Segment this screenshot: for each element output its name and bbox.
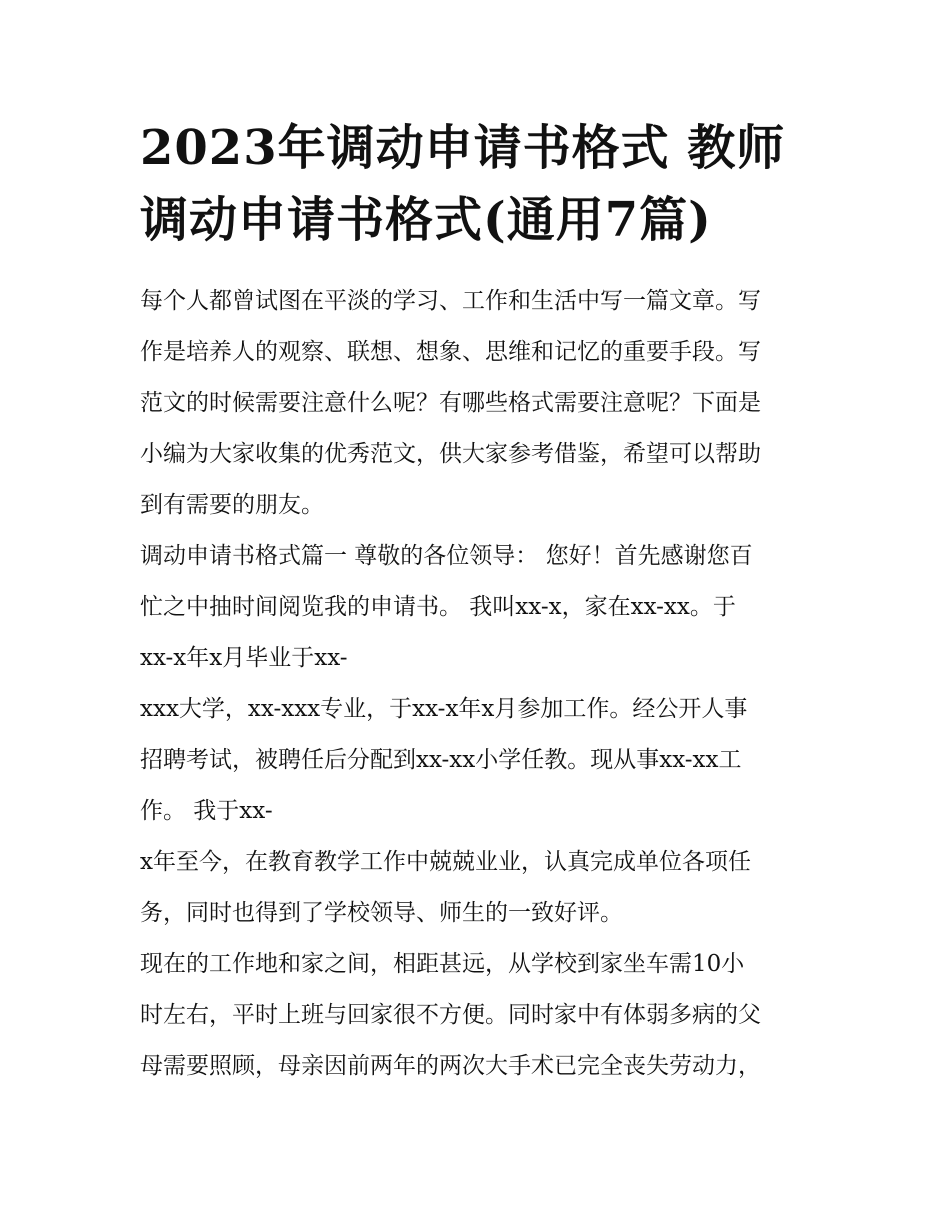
text-line: 作。 我于xx- [140, 798, 273, 824]
intro-paragraph [140, 276, 830, 531]
text-line: 时左右，平时上班与回家很不方便。同时家中有体弱多病的父 [140, 1002, 761, 1028]
text-line: 范文的时候需要注意什么呢？有哪些格式需要注意呢？下面是 [140, 390, 761, 416]
employment-paragraph [140, 684, 830, 837]
text-line: 小编为大家收集的优秀范文，供大家参考借鉴，希望可以帮助 [140, 441, 761, 467]
text-line: xxx大学，xx-xxx专业，于xx-x年x月参加工作。经公开人事 [140, 696, 748, 722]
document-title [140, 112, 820, 256]
text-line: 到有需要的朋友。 [140, 492, 324, 518]
title-line: 2023年调动申请书格式 教师 [140, 120, 786, 176]
text-line: 招聘考试，被聘任后分配到xx-xx小学任教。现从事xx-xx工 [140, 747, 742, 773]
text-line: 作是培养人的观察、联想、想象、思维和记忆的重要手段。写 [140, 339, 761, 365]
document-body [140, 276, 830, 1092]
text-line: 调动申请书格式篇一 尊敬的各位领导： 您好！首先感谢您百 [140, 543, 753, 569]
performance-paragraph [140, 837, 830, 939]
text-line: 母需要照顾，母亲因前两年的两次大手术已完全丧失劳动力， [140, 1053, 761, 1079]
reason-paragraph [140, 939, 830, 1092]
letter-opening-paragraph [140, 531, 830, 684]
text-line: 现在的工作地和家之间，相距甚远，从学校到家坐车需10小 [140, 951, 745, 977]
text-line: 务，同时也得到了学校领导、师生的一致好评。 [140, 900, 623, 926]
text-line: xx-x年x月毕业于xx- [140, 645, 348, 671]
text-line: x年至今，在教育教学工作中兢兢业业，认真完成单位各项任 [140, 849, 751, 875]
text-line: 每个人都曾试图在平淡的学习、工作和生活中写一篇文章。写 [140, 288, 761, 314]
title-line: 调动申请书格式(通用7篇) [140, 192, 712, 248]
text-line: 忙之中抽时间阅览我的申请书。 我叫xx-x，家在xx-xx。于 [140, 594, 736, 620]
